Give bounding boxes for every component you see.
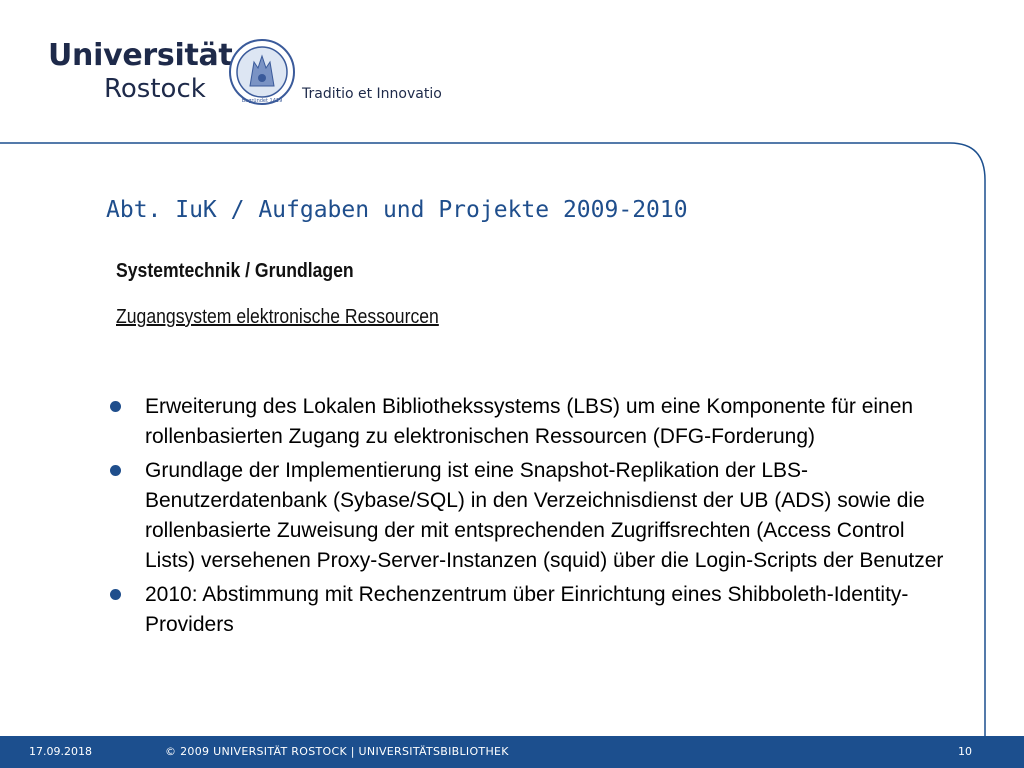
university-seal-icon [228,38,296,106]
bullet-item [108,580,958,640]
bullet-text: Erweiterung des Lokalen Bibliothekssystems (LBS) um eine Komponente für einen rollenbasierten Zugang zu elektronischen Ressourcen (DFG-Forderung) [145,395,914,448]
bullet-item [108,392,958,452]
bullet-dot-icon [110,589,121,600]
page-number: 10 [958,745,972,758]
bullet-dot-icon [110,465,121,476]
footer-copyright: © 2009 UNIVERSITÄT ROSTOCK | UNIVERSITÄTSBIBLIOTHEK [165,745,509,758]
bullet-text: Grundlage der Implementierung ist eine Snapshot-Replikation der LBS-Benutzerdatenbank (Sybase/SQL) in den Verzeichnisdienst der UB (ADS) sowie die rollenbasierte Zuweisung der mit entsprechenden Zugriffsrechten (Access Control Lists) versehenen Proxy-Server-Instanzen (squid) über die Login-Scripts der Benutzer [145,459,944,572]
slide-title: Abt. IuK / Aufgaben und Projekte 2009-2010 [106,197,688,223]
subsection-heading: Zugangsystem elektronische Ressourcen [116,306,439,328]
logo-text-rostock: Rostock [104,74,206,104]
bullet-text: 2010: Abstimmung mit Rechenzentrum über Einrichtung eines Shibboleth-Identity-Providers [145,583,909,636]
logo-text-universitat: Universität [48,38,233,73]
footer-bar [0,736,1024,768]
seal-text: Begründet 1419 [241,98,283,104]
bullet-item [108,456,958,576]
section-heading: Systemtechnik / Grundlagen [116,260,354,282]
bullet-dot-icon [110,401,121,412]
logo-motto: Traditio et Innovatio [302,86,442,102]
footer-date: 17.09.2018 [29,745,92,758]
bullet-list [108,392,958,644]
